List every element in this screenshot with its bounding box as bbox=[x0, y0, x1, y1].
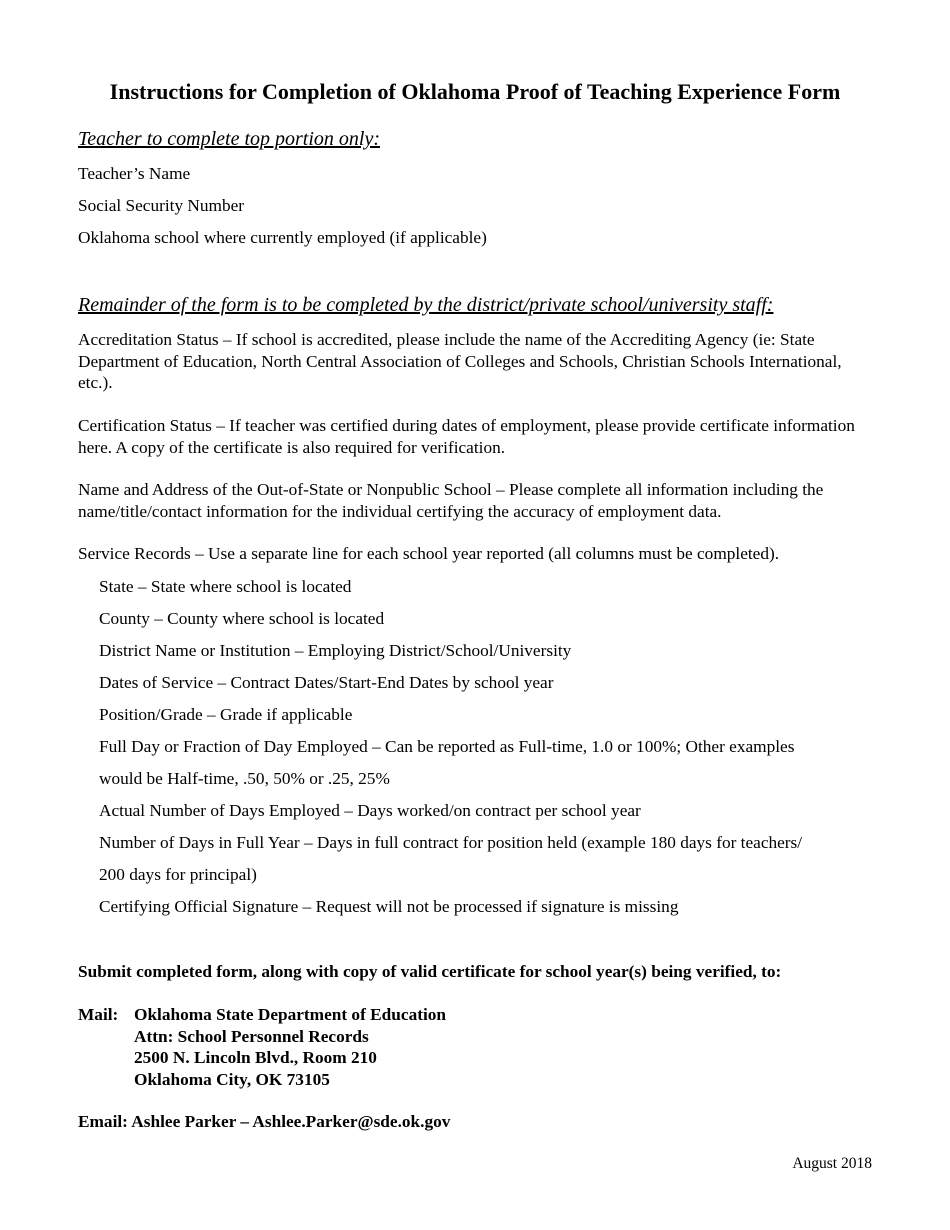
teacher-item-ssn: Social Security Number bbox=[78, 196, 245, 215]
mail-line-city: Oklahoma City, OK 73105 bbox=[134, 1069, 330, 1089]
staff-section-heading: Remainder of the form is to be completed by the district/private school/university staff: bbox=[78, 294, 774, 316]
mail-line-street: 2500 N. Lincoln Blvd., Room 210 bbox=[134, 1048, 377, 1067]
mail-label: Mail: bbox=[78, 1005, 119, 1024]
service-records-intro: Service Records – Use a separate line for each school year reported (all columns must be completed). bbox=[78, 544, 780, 563]
service-item-full-year: Number of Days in Full Year – Days in full contract for position held (example 180 days for teachers/ bbox=[99, 833, 803, 852]
service-item-fraction-cont: would be Half-time, .50, 50% or .25, 25% bbox=[99, 769, 390, 788]
mail-address-lines bbox=[134, 1004, 446, 1090]
certification-paragraph: Certification Status – If teacher was certified during dates of employment, please provide certificate information here. A copy of the certificate is also required for verification. bbox=[78, 416, 855, 457]
service-item-state: State – State where school is located bbox=[99, 577, 352, 596]
service-item-signature: Certifying Official Signature – Request will not be processed if signature is missing bbox=[99, 897, 679, 916]
service-item-district: District Name or Institution – Employing District/School/University bbox=[99, 641, 572, 660]
teacher-section-heading: Teacher to complete top portion only: bbox=[78, 128, 380, 150]
mail-line-attn: Attn: School Personnel Records bbox=[134, 1026, 369, 1046]
name-address-paragraph: Name and Address of the Out-of-State or Nonpublic School – Please complete all information including the name/title/contact information for the individual certifying the accuracy of employment data. bbox=[78, 480, 824, 521]
teacher-item-name: Teacher’s Name bbox=[78, 164, 191, 183]
service-item-full-year-cont: 200 days for principal) bbox=[99, 865, 257, 884]
service-item-county: County – County where school is located bbox=[99, 609, 385, 628]
email-contact: Email: Ashlee Parker – Ashlee.Parker@sde.ok.gov bbox=[78, 1112, 451, 1131]
teacher-item-school: Oklahoma school where currently employed (if applicable) bbox=[78, 228, 487, 247]
service-item-dates: Dates of Service – Contract Dates/Start-End Dates by school year bbox=[99, 673, 554, 692]
mail-line-department: Oklahoma State Department of Education bbox=[134, 1005, 447, 1024]
submit-instruction: Submit completed form, along with copy of valid certificate for school year(s) being verified, to: bbox=[78, 962, 782, 981]
revision-date: August 2018 bbox=[792, 1155, 872, 1172]
accreditation-paragraph: Accreditation Status – If school is accredited, please include the name of the Accrediting Agency (ie: State Department of Education, North Central Association of Colleges and Schools, Christian Schools International, etc.). bbox=[78, 330, 842, 392]
service-item-fraction: Full Day or Fraction of Day Employed – Can be reported as Full-time, 1.0 or 100%; Other examples bbox=[99, 737, 795, 756]
service-item-position: Position/Grade – Grade if applicable bbox=[99, 705, 353, 724]
service-item-actual-days: Actual Number of Days Employed – Days worked/on contract per school year bbox=[99, 801, 641, 820]
page-title: Instructions for Completion of Oklahoma Proof of Teaching Experience Form bbox=[109, 79, 841, 104]
